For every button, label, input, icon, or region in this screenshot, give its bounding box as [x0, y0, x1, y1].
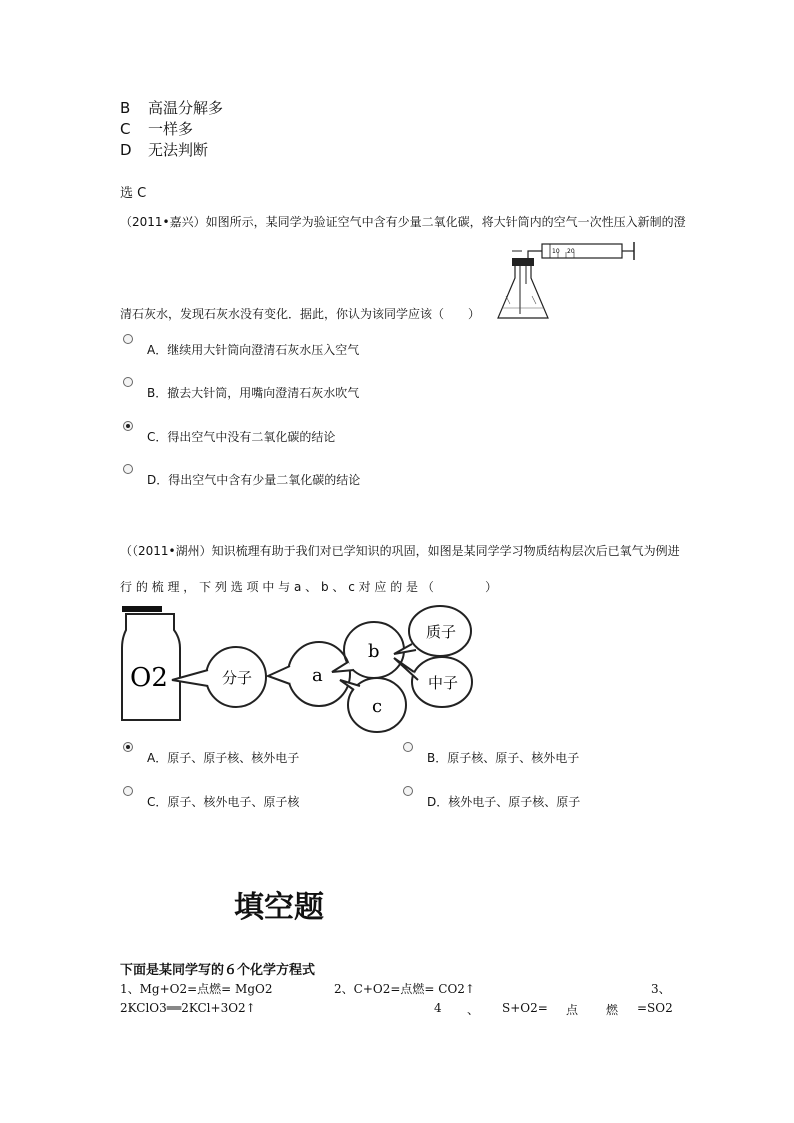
equation-4-number: 4 [434, 1001, 442, 1015]
q1-radio-b[interactable] [123, 377, 133, 387]
q2-radio-a[interactable] [123, 742, 133, 752]
answer-text: 选 C [120, 186, 147, 201]
option-letter: C [120, 120, 131, 138]
option-d [120, 139, 208, 160]
syringe-flask-figure [492, 234, 642, 324]
q2-radio-d[interactable] [403, 786, 413, 796]
q1-stem-line2: 清石灰水，发现石灰水没有变化．据此，你认为该同学应该（ ） [120, 307, 481, 321]
fill-intro: 下面是某同学写的６个化学方程式 [120, 963, 316, 978]
bubble-b: b [368, 641, 380, 662]
q2-radio-b[interactable] [403, 742, 413, 752]
option-letter: B [120, 99, 131, 117]
q1-option-c: C．得出空气中没有二氧化碳的结论 [147, 430, 336, 444]
q2-stem-line2: 行 的 梳 理 ， 下 列 选 项 中 与 a 、 b 、 c 对 应 的 是 （ ） [120, 580, 498, 594]
bubble-molecule: 分子 [222, 669, 253, 687]
equation-1: 1、Mg+O2=点燃= MgO2 [120, 982, 273, 996]
equation-4-separator: 、 [467, 1003, 480, 1017]
option-letter: D [120, 141, 132, 159]
q1-option-d: D．得出空气中含有少量二氧化碳的结论 [147, 473, 361, 487]
q1-stem-line1: （2011•嘉兴）如图所示，某同学为验证空气中含有少量二氧化碳，将大针筒内的空气一次性压入新制的澄 [120, 215, 686, 229]
oxygen-structure-diagram [118, 604, 488, 734]
equation-2: 2、C+O2=点燃= CO2↑ [334, 982, 475, 996]
bubble-a: a [312, 665, 323, 686]
bubble-neutron: 中子 [428, 674, 459, 692]
equation-4-part-b: 点 [566, 1003, 579, 1017]
bubble-c: c [372, 696, 383, 717]
bottle-label: O2 [130, 663, 168, 693]
q2-option-b: B．原子核、原子、核外电子 [427, 751, 580, 765]
q2-stem-line1: （（2011•湖州）知识梳理有助于我们对已学知识的巩固，如图是某同学学习物质结构层次后已氧气为例进 [120, 544, 680, 558]
option-text: 无法判断 [148, 141, 209, 159]
q1-option-b: B．撤去大针筒，用嘴向澄清石灰水吹气 [147, 386, 360, 400]
section-title: 填空题 [234, 890, 324, 925]
q2-option-c: C．原子、核外电子、原子核 [147, 795, 300, 809]
equation-3: 2KClO3══2KCl+3O2↑ [120, 1001, 256, 1015]
bubble-proton: 质子 [426, 623, 457, 641]
option-text: 高温分解多 [148, 99, 224, 117]
q1-option-a: A．继续用大针筒向澄清石灰水压入空气 [147, 343, 360, 357]
q1-radio-c[interactable] [123, 421, 133, 431]
q2-radio-c[interactable] [123, 786, 133, 796]
syringe-label-10: 10 [552, 248, 560, 255]
q1-radio-d[interactable] [123, 464, 133, 474]
q1-radio-a[interactable] [123, 334, 133, 344]
syringe-label-20: 20 [567, 248, 575, 255]
equation-4-part-a: S+O2= [502, 1001, 548, 1015]
equation-4-part-c: 燃 [606, 1003, 619, 1017]
q2-option-a: A．原子、原子核、核外电子 [147, 751, 300, 765]
option-b [120, 97, 223, 118]
option-c [120, 118, 193, 139]
q2-option-d: D．核外电子、原子核、原子 [427, 795, 581, 809]
equation-3-number: 3、 [651, 982, 671, 996]
option-text: 一样多 [148, 120, 194, 138]
equation-4-part-d: =SO2 [637, 1001, 673, 1015]
